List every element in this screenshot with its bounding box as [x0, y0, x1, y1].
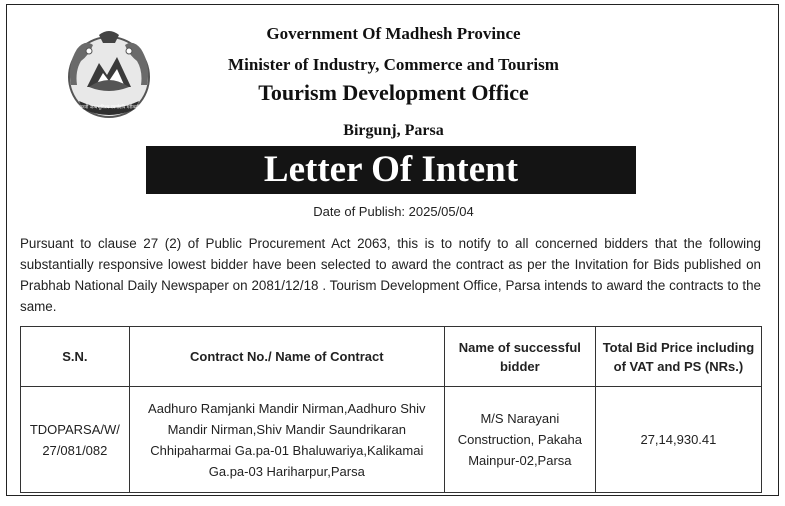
cell-bidder: M/S Narayani Construction, Pakaha Mainpur-02,Parsa: [444, 387, 595, 493]
office-title: Tourism Development Office: [258, 80, 529, 105]
notice-paragraph: Pursuant to clause 27 (2) of Public Procurement Act 2063, this is to notify to all concerned bidders that the following substantially responsive lowest bidder have been selected to award the contract as per the Invitation for Bids published on Prabhab National Daily Newspaper on 2081/12/18 . Tourism Development Office, Parsa intends to award the contracts to the same.: [20, 236, 761, 314]
table-header-row: [21, 327, 762, 387]
publish-date: Date of Publish: 2025/05/04: [313, 204, 474, 219]
cell-contract: Aadhuro Ramjanki Mandir Nirman,Aadhuro Shiv Mandir Nirman,Shiv Mandir Saundrikaran Chhipaharmai Ga.pa-01 Bhaluwariya,Kalikamai Ga.pa-03 Hariharpur,Parsa: [129, 387, 444, 493]
header-contract: Contract No./ Name of Contract: [129, 327, 444, 387]
table-row: [21, 387, 762, 493]
cell-price: 27,14,930.41: [595, 387, 761, 493]
emblem-motto: जननी जन्मभूमिश्च स्वर्गादपि गरीयसी: [78, 105, 140, 111]
letter-title-banner: Letter Of Intent: [146, 146, 636, 194]
government-title: Government Of Madhesh Province: [266, 24, 521, 43]
header-bidder: Name of successful bidder: [444, 327, 595, 387]
award-table: [20, 326, 762, 493]
header-sn: S.N.: [21, 327, 130, 387]
letter-page: [6, 4, 779, 496]
ministry-title: Minister of Industry, Commerce and Tourism: [228, 55, 559, 74]
header-price: Total Bid Price including of VAT and PS (NRs.): [595, 327, 761, 387]
location-title: Birgunj, Parsa: [343, 122, 444, 139]
cell-sn: TDOPARSA/W/ 27/081/082: [21, 387, 130, 493]
